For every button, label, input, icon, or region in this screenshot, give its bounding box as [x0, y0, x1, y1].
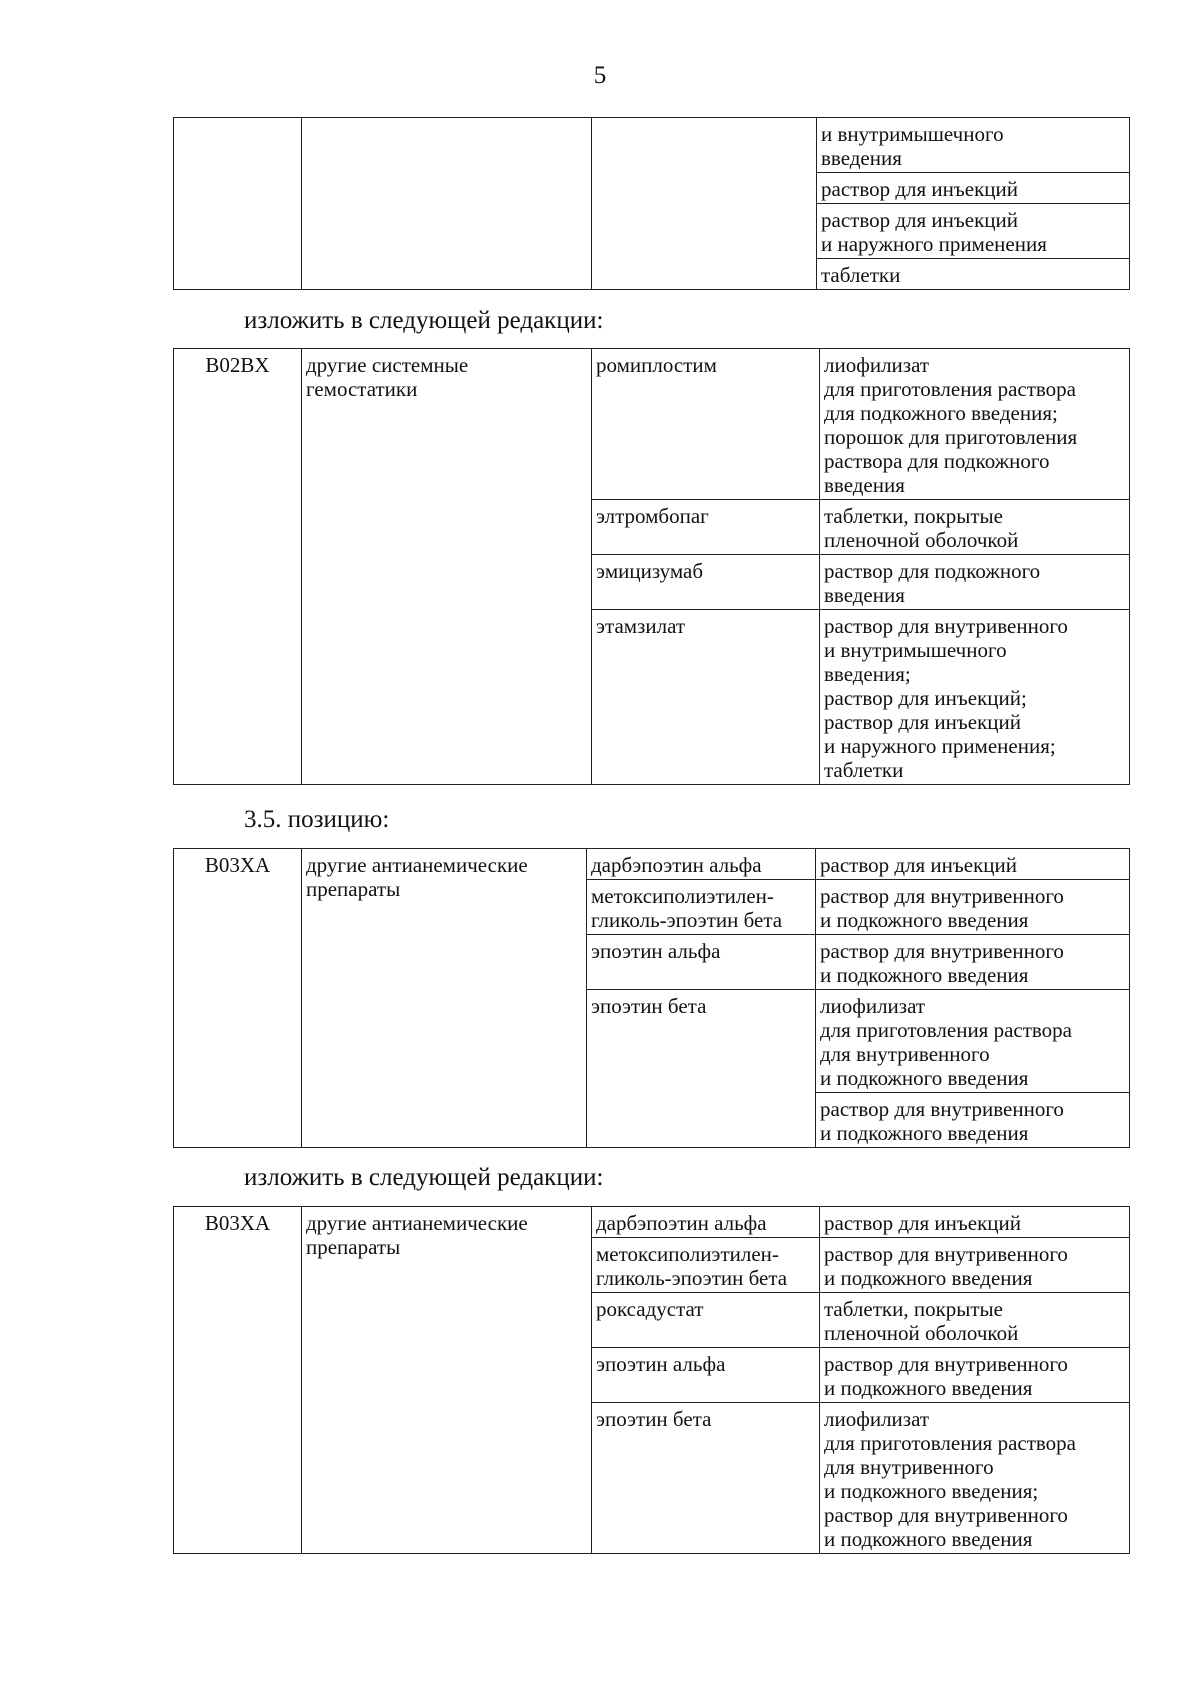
form-cell: раствор для внутривенного и подкожного введения	[820, 1348, 1130, 1403]
form-cell: раствор для внутривенного и подкожного введения	[816, 935, 1130, 990]
table-b03xa-new	[173, 1206, 1130, 1554]
group-cell: другие антианемические препараты	[302, 849, 587, 1148]
form-cell: раствор для инъекций	[817, 173, 1130, 204]
form-cell: таблетки	[817, 259, 1130, 290]
section-heading: изложить в следующей редакции:	[244, 1164, 604, 1191]
drug-cell: эпоэтин бета	[592, 1403, 820, 1554]
table-continuation	[173, 117, 1130, 290]
form-cell: лиофилизат для приготовления раствора для подкожного введения; порошок для приготовления раствора для подкожного введения	[820, 349, 1130, 500]
drug-cell: метоксиполиэтилен- гликоль-эпоэтин бета	[587, 880, 816, 935]
form-cell: лиофилизат для приготовления раствора для внутривенного и подкожного введения	[816, 990, 1130, 1093]
atc-code-cell	[174, 118, 302, 290]
group-cell: другие антианемические препараты	[302, 1207, 592, 1554]
section-heading: 3.5. позицию:	[244, 806, 390, 833]
form-cell: раствор для внутривенного и внутримышечного введения; раствор для инъекций; раствор для инъекций и наружного применения; таблетки	[820, 610, 1130, 785]
form-cell: раствор для внутривенного и подкожного введения	[816, 880, 1130, 935]
drug-cell: эпоэтин бета	[587, 990, 816, 1148]
drug-cell: метоксиполиэтилен- гликоль-эпоэтин бета	[592, 1238, 820, 1293]
table-b03xa-old	[173, 848, 1130, 1148]
drug-cell: дарбэпоэтин альфа	[592, 1207, 820, 1238]
section-heading: изложить в следующей редакции:	[244, 307, 604, 334]
drug-cell: эмицизумаб	[592, 555, 820, 610]
atc-code-cell: B03XA	[174, 849, 302, 1148]
drug-cell: эпоэтин альфа	[592, 1348, 820, 1403]
form-cell: и внутримышечного введения	[817, 118, 1130, 173]
form-cell: раствор для внутривенного и подкожного введения	[820, 1238, 1130, 1293]
form-cell: раствор для внутривенного и подкожного введения	[816, 1093, 1130, 1148]
form-cell: лиофилизат для приготовления раствора для внутривенного и подкожного введения; раствор для внутривенного и подкожного введения	[820, 1403, 1130, 1554]
page-number: 5	[593, 62, 607, 89]
table-row	[174, 849, 1130, 880]
atc-code-cell: B03XA	[174, 1207, 302, 1554]
form-cell: раствор для подкожного введения	[820, 555, 1130, 610]
drug-cell: дарбэпоэтин альфа	[587, 849, 816, 880]
table-row	[174, 349, 1130, 500]
atc-code-cell: B02BX	[174, 349, 302, 785]
drug-cell: роксадустат	[592, 1293, 820, 1348]
table-row	[174, 118, 1130, 173]
form-cell: таблетки, покрытые пленочной оболочкой	[820, 500, 1130, 555]
form-cell: раствор для инъекций	[816, 849, 1130, 880]
drug-cell	[592, 118, 817, 290]
group-cell	[302, 118, 592, 290]
group-cell: другие системные гемостатики	[302, 349, 592, 785]
table-row	[174, 1207, 1130, 1238]
drug-cell: этамзилат	[592, 610, 820, 785]
drug-cell: ромиплостим	[592, 349, 820, 500]
form-cell: раствор для инъекций и наружного применения	[817, 204, 1130, 259]
form-cell: раствор для инъекций	[820, 1207, 1130, 1238]
drug-cell: эпоэтин альфа	[587, 935, 816, 990]
drug-cell: элтромбопаг	[592, 500, 820, 555]
table-b02bx	[173, 348, 1130, 785]
form-cell: таблетки, покрытые пленочной оболочкой	[820, 1293, 1130, 1348]
